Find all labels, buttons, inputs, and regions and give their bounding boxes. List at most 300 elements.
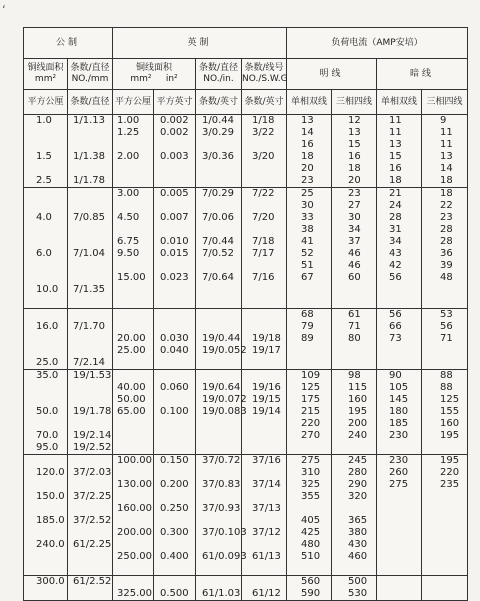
- cell-value: [113, 260, 153, 272]
- three-phase-label-concealed: 三相四线: [422, 90, 468, 115]
- cell-value: [377, 442, 421, 454]
- cell-value: [24, 455, 67, 467]
- cell-value: [154, 224, 195, 236]
- cell-value: 260: [389, 467, 409, 478]
- cell-value: 0.040: [160, 345, 189, 356]
- cell-value: 425: [301, 527, 321, 538]
- cell-value: 0.100: [160, 406, 189, 417]
- cell-value: 1/1.13: [73, 115, 105, 126]
- table-cell: [68, 188, 113, 309]
- cell-value: [242, 491, 286, 503]
- cell-value: [68, 503, 112, 515]
- table-cell: [377, 115, 422, 188]
- cell-value: [154, 563, 195, 575]
- cell-value: 325.00: [117, 588, 153, 599]
- cell-value: [242, 175, 286, 187]
- cell-value: 245: [348, 455, 368, 466]
- cell-value: [242, 224, 286, 236]
- cell-value: 52: [301, 248, 314, 259]
- load-current-header: 负荷电流（AMP安培）: [287, 28, 468, 59]
- cell-value: 46: [348, 248, 361, 259]
- cell-value: [196, 309, 241, 321]
- cell-value: [287, 284, 331, 296]
- table-cell: [24, 576, 68, 601]
- cell-value: 9.50: [117, 248, 140, 259]
- cell-value: [196, 321, 241, 333]
- cell-value: 0.002: [160, 127, 189, 138]
- cell-value: 37/0.83: [202, 479, 241, 490]
- cell-value: 160: [440, 418, 460, 429]
- cell-value: [24, 272, 67, 284]
- imp-strand-dia-header: [196, 59, 242, 90]
- cell-value: 28: [389, 212, 402, 223]
- cell-value: 1.0: [36, 115, 52, 126]
- cell-value: 37/16: [252, 455, 281, 466]
- strand-dia-header: [68, 59, 113, 90]
- cell-value: [24, 188, 67, 200]
- cell-value: [242, 515, 286, 527]
- cell-value: [68, 272, 112, 284]
- table-row: [24, 370, 468, 455]
- cell-value: 195: [440, 430, 460, 441]
- cell-value: 19/0.083: [202, 406, 247, 417]
- cell-value: [332, 284, 376, 296]
- cell-value: 195: [348, 406, 368, 417]
- strand-dia-label-2: 条数/直径: [68, 90, 113, 115]
- cell-value: [68, 333, 112, 345]
- table-cell: [24, 188, 68, 309]
- table-cell: [24, 309, 68, 370]
- cell-value: [422, 563, 467, 575]
- cell-value: 11: [440, 139, 453, 150]
- cell-value: [422, 551, 467, 563]
- strand-gauge-label: 条数/线号: [244, 63, 284, 73]
- cell-value: [242, 296, 286, 308]
- cell-value: 0.250: [160, 503, 189, 514]
- cell-value: 500: [348, 576, 368, 587]
- table-cell: [422, 188, 468, 309]
- cell-value: 50.00: [117, 394, 146, 405]
- cell-value: [242, 563, 286, 575]
- cell-value: [154, 200, 195, 212]
- cell-value: [377, 588, 421, 600]
- cell-value: [422, 515, 467, 527]
- cell-value: 42: [389, 260, 402, 271]
- table-cell: [242, 309, 287, 370]
- cell-value: [377, 515, 421, 527]
- cell-value: [287, 563, 331, 575]
- concealed-header: 暗线: [377, 59, 468, 90]
- cell-value: 230: [389, 430, 409, 441]
- cell-value: [24, 527, 67, 539]
- cell-value: 30: [348, 212, 361, 223]
- cell-value: 10.0: [36, 284, 59, 295]
- cell-value: 7/22: [252, 188, 275, 199]
- cell-value: 61/0.093: [202, 551, 247, 562]
- cell-value: [113, 139, 153, 151]
- table-cell: [332, 576, 377, 601]
- table-cell: [422, 309, 468, 370]
- cell-value: [24, 296, 67, 308]
- cell-value: [113, 284, 153, 296]
- cell-value: [154, 442, 195, 454]
- cell-value: [113, 370, 153, 382]
- cell-value: 95.0: [36, 442, 59, 453]
- cell-value: [196, 163, 241, 175]
- cell-value: [68, 139, 112, 151]
- cell-value: 20: [301, 163, 314, 174]
- cell-value: [196, 175, 241, 187]
- cell-value: 145: [389, 394, 409, 405]
- cell-value: 160: [348, 394, 368, 405]
- table-cell: [287, 455, 332, 576]
- cell-value: [377, 491, 421, 503]
- table-cell: [154, 188, 196, 309]
- cell-value: [113, 442, 153, 454]
- table-cell: [113, 115, 154, 188]
- cell-value: 41: [301, 236, 314, 247]
- cell-value: [332, 442, 376, 454]
- cell-value: [24, 309, 67, 321]
- cell-value: 270: [301, 430, 321, 441]
- cell-value: 365: [348, 515, 368, 526]
- cell-value: [154, 515, 195, 527]
- cell-value: 310: [301, 467, 321, 478]
- cell-value: 12: [348, 115, 361, 126]
- cell-value: 3/20: [252, 151, 275, 162]
- cell-value: 355: [301, 491, 321, 502]
- cell-value: [113, 539, 153, 551]
- cell-value: 19/0.64: [202, 382, 241, 393]
- cell-value: [68, 527, 112, 539]
- single-phase-label-exposed: 单相双线: [287, 90, 332, 115]
- cell-value: 0.150: [160, 455, 189, 466]
- cell-value: [287, 357, 331, 369]
- cell-value: [68, 200, 112, 212]
- cell-value: 27: [348, 200, 361, 211]
- cell-value: 6.0: [36, 248, 52, 259]
- cell-value: 37/0.93: [202, 503, 241, 514]
- cell-value: 3/0.36: [202, 151, 235, 162]
- cell-value: 23: [348, 188, 361, 199]
- cell-value: 280: [348, 467, 368, 478]
- cell-value: [422, 588, 467, 600]
- cell-value: [196, 139, 241, 151]
- cell-value: [68, 455, 112, 467]
- table-cell: [68, 370, 113, 455]
- cell-value: [68, 309, 112, 321]
- table-cell: [154, 309, 196, 370]
- cell-value: 19/0.052: [202, 345, 247, 356]
- cell-value: [422, 491, 467, 503]
- cell-value: [24, 418, 67, 430]
- cell-value: 1.25: [117, 127, 140, 138]
- cell-value: [68, 224, 112, 236]
- cell-value: [113, 296, 153, 308]
- imp-cu-area-header: [113, 59, 196, 90]
- three-phase-label-exposed: 三相四线: [332, 90, 377, 115]
- cell-value: 1.00: [117, 115, 140, 126]
- cell-value: 120.0: [36, 467, 65, 478]
- cell-value: 37: [348, 236, 361, 247]
- cell-value: 80: [348, 333, 361, 344]
- cell-value: [24, 236, 67, 248]
- cell-value: [242, 442, 286, 454]
- cell-value: 65.00: [117, 406, 146, 417]
- cell-value: 39: [440, 260, 453, 271]
- cell-value: [242, 321, 286, 333]
- cell-value: 50.0: [36, 406, 59, 417]
- table-row: [24, 115, 468, 188]
- cell-value: [154, 394, 195, 406]
- cell-value: 7/0.85: [73, 212, 105, 223]
- cell-value: [113, 491, 153, 503]
- cell-value: 150.0: [36, 491, 65, 502]
- table-cell: [196, 309, 247, 370]
- cell-value: [154, 576, 195, 588]
- cell-value: 130.00: [117, 479, 153, 490]
- table-cell: [196, 370, 247, 455]
- cell-value: 530: [348, 588, 368, 599]
- cell-value: 0.010: [160, 236, 189, 247]
- table-row: [24, 309, 468, 370]
- table-cell: [287, 309, 332, 370]
- sq-in-label: 平方英寸: [154, 90, 196, 115]
- cell-value: 40.00: [117, 382, 146, 393]
- cell-value: [24, 382, 67, 394]
- corner-mark: ‘: [2, 3, 6, 17]
- table-cell: [154, 370, 196, 455]
- exposed-header: 明线: [287, 59, 377, 90]
- cell-value: [196, 563, 241, 575]
- cell-value: 220: [440, 467, 460, 478]
- cell-value: 185.0: [36, 515, 65, 526]
- cell-value: 215: [301, 406, 321, 417]
- cell-value: 34: [389, 236, 402, 247]
- table-cell: [377, 370, 422, 455]
- cell-value: [196, 418, 241, 430]
- cell-value: 19/18: [252, 333, 281, 344]
- cell-value: [113, 175, 153, 187]
- cell-value: 19/2.14: [73, 430, 112, 441]
- cell-value: [332, 345, 376, 357]
- cell-value: [196, 370, 241, 382]
- cell-value: 180: [389, 406, 409, 417]
- cell-value: 0.030: [160, 333, 189, 344]
- cell-value: [196, 357, 241, 369]
- cell-value: [377, 345, 421, 357]
- cell-value: [422, 296, 467, 308]
- cell-value: 88: [440, 382, 453, 393]
- cell-value: 56: [440, 321, 453, 332]
- cell-value: [332, 563, 376, 575]
- cell-value: [377, 539, 421, 551]
- cell-value: [242, 139, 286, 151]
- cell-value: [68, 260, 112, 272]
- table-cell: [287, 115, 332, 188]
- table-cell: [113, 188, 154, 309]
- cell-value: 380: [348, 527, 368, 538]
- cell-value: 7/0.29: [202, 188, 235, 199]
- cell-value: 0.007: [160, 212, 189, 223]
- cell-value: [422, 284, 467, 296]
- table-cell: [242, 188, 287, 309]
- cell-value: [196, 430, 241, 442]
- table-cell: [287, 188, 332, 309]
- cell-value: 19/2.52: [73, 442, 112, 453]
- cell-value: [113, 467, 153, 479]
- cell-value: 20.00: [117, 333, 146, 344]
- cell-value: [154, 139, 195, 151]
- cell-value: 11: [389, 127, 402, 138]
- cell-value: [422, 576, 467, 588]
- cell-value: [24, 260, 67, 272]
- cell-value: [196, 284, 241, 296]
- cell-value: 36: [440, 248, 453, 259]
- cell-value: [113, 563, 153, 575]
- cell-value: 7/18: [252, 236, 275, 247]
- cell-value: [332, 357, 376, 369]
- table-cell: [332, 188, 377, 309]
- cell-value: 13: [389, 139, 402, 150]
- cell-value: 100.00: [117, 455, 153, 466]
- imperial-header: 英制: [113, 28, 287, 59]
- imp-strand-dia-label: 条数/直径: [198, 63, 239, 73]
- cell-value: 37/2.03: [73, 467, 112, 478]
- cell-value: 37/12: [252, 527, 281, 538]
- cell-value: 13: [348, 127, 361, 138]
- imp-units: [113, 74, 195, 85]
- cell-value: [68, 563, 112, 575]
- cell-value: 235: [440, 479, 460, 490]
- cell-value: [68, 127, 112, 139]
- cell-value: 19/0.072: [202, 394, 247, 405]
- cell-value: [377, 296, 421, 308]
- cell-value: 510: [301, 551, 321, 562]
- cell-value: 19/17: [252, 345, 281, 356]
- cell-value: 480: [301, 539, 321, 550]
- no-in-unit: NO./in.: [203, 74, 234, 84]
- table-cell: [24, 455, 68, 576]
- cell-value: 0.500: [160, 588, 189, 599]
- cell-value: 2.00: [117, 151, 140, 162]
- cell-value: [24, 563, 67, 575]
- table-cell: [113, 309, 154, 370]
- cell-value: 0.200: [160, 479, 189, 490]
- table-cell: [377, 188, 422, 309]
- cell-value: 7/16: [252, 272, 275, 283]
- cell-value: [196, 442, 241, 454]
- table-cell: [422, 576, 468, 601]
- strand-in-label: 条数/英寸: [196, 90, 242, 115]
- cell-value: 14: [440, 163, 453, 174]
- cell-value: 250.00: [117, 551, 153, 562]
- cell-value: 19/1.78: [73, 406, 112, 417]
- table-cell: [154, 115, 196, 188]
- cell-value: [113, 515, 153, 527]
- table-cell: [332, 455, 377, 576]
- cell-value: [287, 442, 331, 454]
- cell-value: 125: [440, 394, 460, 405]
- table-cell: [422, 115, 468, 188]
- cell-value: [422, 357, 467, 369]
- table-cell: [422, 455, 468, 576]
- cell-value: [154, 296, 195, 308]
- cell-value: [196, 260, 241, 272]
- no-swg-unit: NO./S.W.G: [242, 74, 288, 84]
- cell-value: 61/1.03: [202, 588, 241, 599]
- cell-value: [24, 394, 67, 406]
- cell-value: 7/1.70: [73, 321, 105, 332]
- cell-value: 14: [301, 127, 314, 138]
- cell-value: [154, 284, 195, 296]
- cell-value: 240: [348, 430, 368, 441]
- cell-value: [242, 309, 286, 321]
- cell-value: 23: [440, 212, 453, 223]
- cell-value: 61/2.52: [73, 576, 112, 587]
- cell-value: [68, 394, 112, 406]
- cell-value: 22: [440, 200, 453, 211]
- cell-value: 33: [301, 212, 314, 223]
- cell-value: [377, 284, 421, 296]
- cell-value: 2.5: [36, 175, 52, 186]
- cell-value: 19/14: [252, 406, 281, 417]
- cell-value: 105: [389, 382, 409, 393]
- cell-value: [377, 563, 421, 575]
- table-row: [24, 455, 468, 576]
- cell-value: 90: [389, 370, 402, 381]
- cell-value: 230: [389, 455, 409, 466]
- cell-value: 68: [301, 309, 314, 320]
- cell-value: 37/13: [252, 503, 281, 514]
- cell-value: [113, 163, 153, 175]
- no-mm-unit: NO./mm: [71, 74, 109, 84]
- cell-value: [422, 539, 467, 551]
- cell-value: 200.00: [117, 527, 153, 538]
- cell-value: 98: [348, 370, 361, 381]
- table-cell: [68, 576, 113, 601]
- table-cell: [113, 576, 154, 601]
- cell-value: 21: [389, 188, 402, 199]
- table-cell: [242, 576, 287, 601]
- wire-current-table: [23, 27, 468, 601]
- table-cell: [422, 370, 468, 455]
- cell-value: 11: [440, 127, 453, 138]
- cell-value: 325: [301, 479, 321, 490]
- cell-value: [154, 175, 195, 187]
- cell-value: 0.400: [160, 551, 189, 562]
- cell-value: 73: [389, 333, 402, 344]
- cell-value: [24, 200, 67, 212]
- cu-area-label: 铜线面积: [27, 63, 64, 73]
- cell-value: 60: [348, 272, 361, 283]
- cell-value: 160.00: [117, 503, 153, 514]
- table-cell: [196, 576, 242, 601]
- cell-value: [287, 345, 331, 357]
- cell-value: 89: [301, 333, 314, 344]
- cell-value: 25.00: [117, 345, 146, 356]
- cell-value: 35.0: [36, 370, 59, 381]
- cell-value: 220: [301, 418, 321, 429]
- cell-value: 43: [389, 248, 402, 259]
- cell-value: 53: [440, 309, 453, 320]
- cell-value: 240.0: [36, 539, 65, 550]
- cell-value: [242, 357, 286, 369]
- cell-value: 16.0: [36, 321, 59, 332]
- cell-value: 66: [389, 321, 402, 332]
- cell-value: [196, 576, 241, 588]
- cell-value: 125: [301, 382, 321, 393]
